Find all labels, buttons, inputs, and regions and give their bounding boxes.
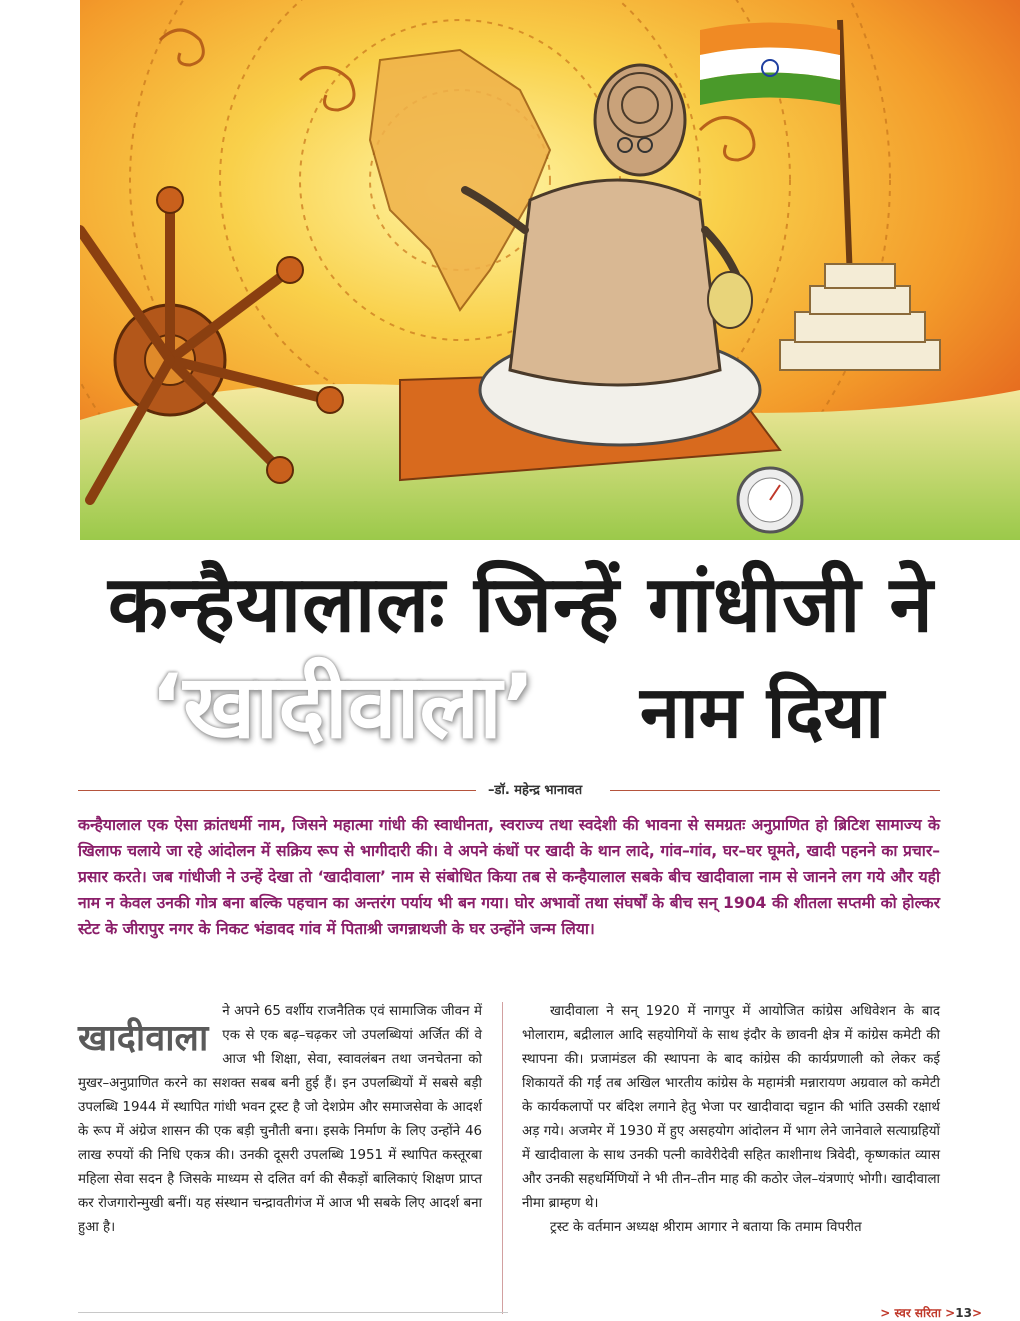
divider (610, 790, 940, 791)
page-title-line2: नाम दिया (640, 670, 885, 754)
drop-word: खादीवाला (78, 1018, 209, 1059)
left-column (78, 1000, 482, 1240)
gandhi-spinning-illustration (80, 0, 1020, 540)
byline-row (78, 780, 940, 802)
divider (78, 790, 476, 791)
hero-illustration (80, 0, 1020, 540)
divider (78, 1312, 508, 1313)
intro-paragraph: कन्हैयालाल एक ऐसा क्रांतधर्मी नाम, जिसने महात्मा गांधी की स्वाधीनता, स्वराज्य तथा स्वदेशी की भावना से समग्रतः अनुप्राणित हो ब्रिटिश सामाज्य के खिलाफ चलाये जा रहे आंदोलन में सक्रिय रूप से भागीदारी की। वे अपने कंधों पर खादी के थान लादे, गांव–गांव, घर–घर घूमते, खादी पहनने का प्रचार–प्रसार करते। जब गांधीजी ने उन्हें देखा तो ‘खादीवाला’ नाम से संबोधित किया तब से कन्हैयालाल सबके बीच खादीवाला नाम से जानने लग गये और यही नाम न केवल उनकी गोत्र बना बल्कि पहचान का अन्तरंग पर्याय भी बन गया। घोर अभावों तथा संघर्षों के बीच सन् 1904 की शीतला सप्तमी को होल्कर स्टेट के जीरापुर नगर के निकट भंडावद गांव में पिताश्री जगन्नाथजी के घर उन्होंने जन्म लिया। (78, 816, 940, 938)
page-number: 13 (955, 1306, 972, 1320)
right-column (522, 1000, 940, 1240)
magazine-name: > स्वर सरिता > (880, 1306, 956, 1320)
compass-icon (738, 468, 802, 532)
page-footer (880, 1304, 982, 1321)
right-column-para1: खादीवाला ने सन् 1920 में नागपुर में आयोजित कांग्रेस अधिवेशन के बाद भोलाराम, बद्रीलाल आदि सहयोगियों के साथ इंदौर के छावनी क्षेत्र में कांग्रेस कमेटी की स्थापना की। प्रजामंडल की स्थापना के बाद कांग्रेस की कार्यप्रणाली को लेकर कई शिकायतें की गईं तब अखिल भारतीय कांग्रेस के महामंत्री मन्नारायण अग्रवाल को कमेटी के कार्यकलापों पर बंदिश लगाने हेतु भेजा पर खादीवादा चट्टान की भांति उसकी रक्षार्थ अड़ गये। अजमेर में 1930 में हुए असहयोग आंदोलन में भाग लेने जानेवाले सत्याग्रहियों में खादीवाला के साथ उनकी पत्नी कावेरीदेवी सहित काशीनाथ त्रिवेदी, कृष्णकांत व्यास और उनकी सहधर्मिणियों ने भी तीन–तीन माह की कठोर जेल–यंत्रणाएं भोगी। खादीवाला नीमा ब्राम्हण थे। (522, 1004, 940, 1211)
left-column-text: ने अपने 65 वर्शीय राजनैतिक एवं सामाजिक जीवन में एक से एक बढ़–चढ़कर जो उपलब्धियां अर्जित कीं वे आज भी शिक्षा, सेवा, स्वावलंबन तथा जनचेतना को मुखर–अनुप्राणित करने का सशक्त सबब बनी हुई हैं। इन उपलब्धियों में सबसे बड़ी उपलब्धि 1944 में स्थापित गांधी भवन ट्रस्ट है जो देशप्रेम और समाजसेवा के आदर्श के रूप में अंग्रेज शासन की एक बड़ी चुनौती बना। इसके निर्माण के लिए उन्होंने 46 लाख रुपयों की निधि एकत्र की। उनकी दूसरी उपलब्धि 1951 में स्थापित कस्तूरबा महिला सेवा सदन है जिसके माध्यम से दलित वर्ग की सैकड़ों बालिकाएं शिक्षण प्राप्त कर रोजगारोन्मुखी बनीं। यह संस्थान चन्द्रावतीगंज में आज भी सबके लिए आदर्श बना हुआ है। (78, 1004, 482, 1235)
page-title-line1: कन्हैयालालः जिन्हें गांधीजी ने (108, 560, 934, 650)
right-column-para2: ट्रस्ट के वर्तमान अध्यक्ष श्रीराम आगार ने बताया कि तमाम विपरीत (550, 1220, 862, 1235)
author-byline: –डॉ. महेन्द्र भानावत (488, 783, 583, 798)
column-divider (502, 1002, 503, 1314)
footer-end: > (971, 1306, 982, 1320)
page-title-khadiwala: ‘खादीवाला’ (150, 655, 536, 758)
